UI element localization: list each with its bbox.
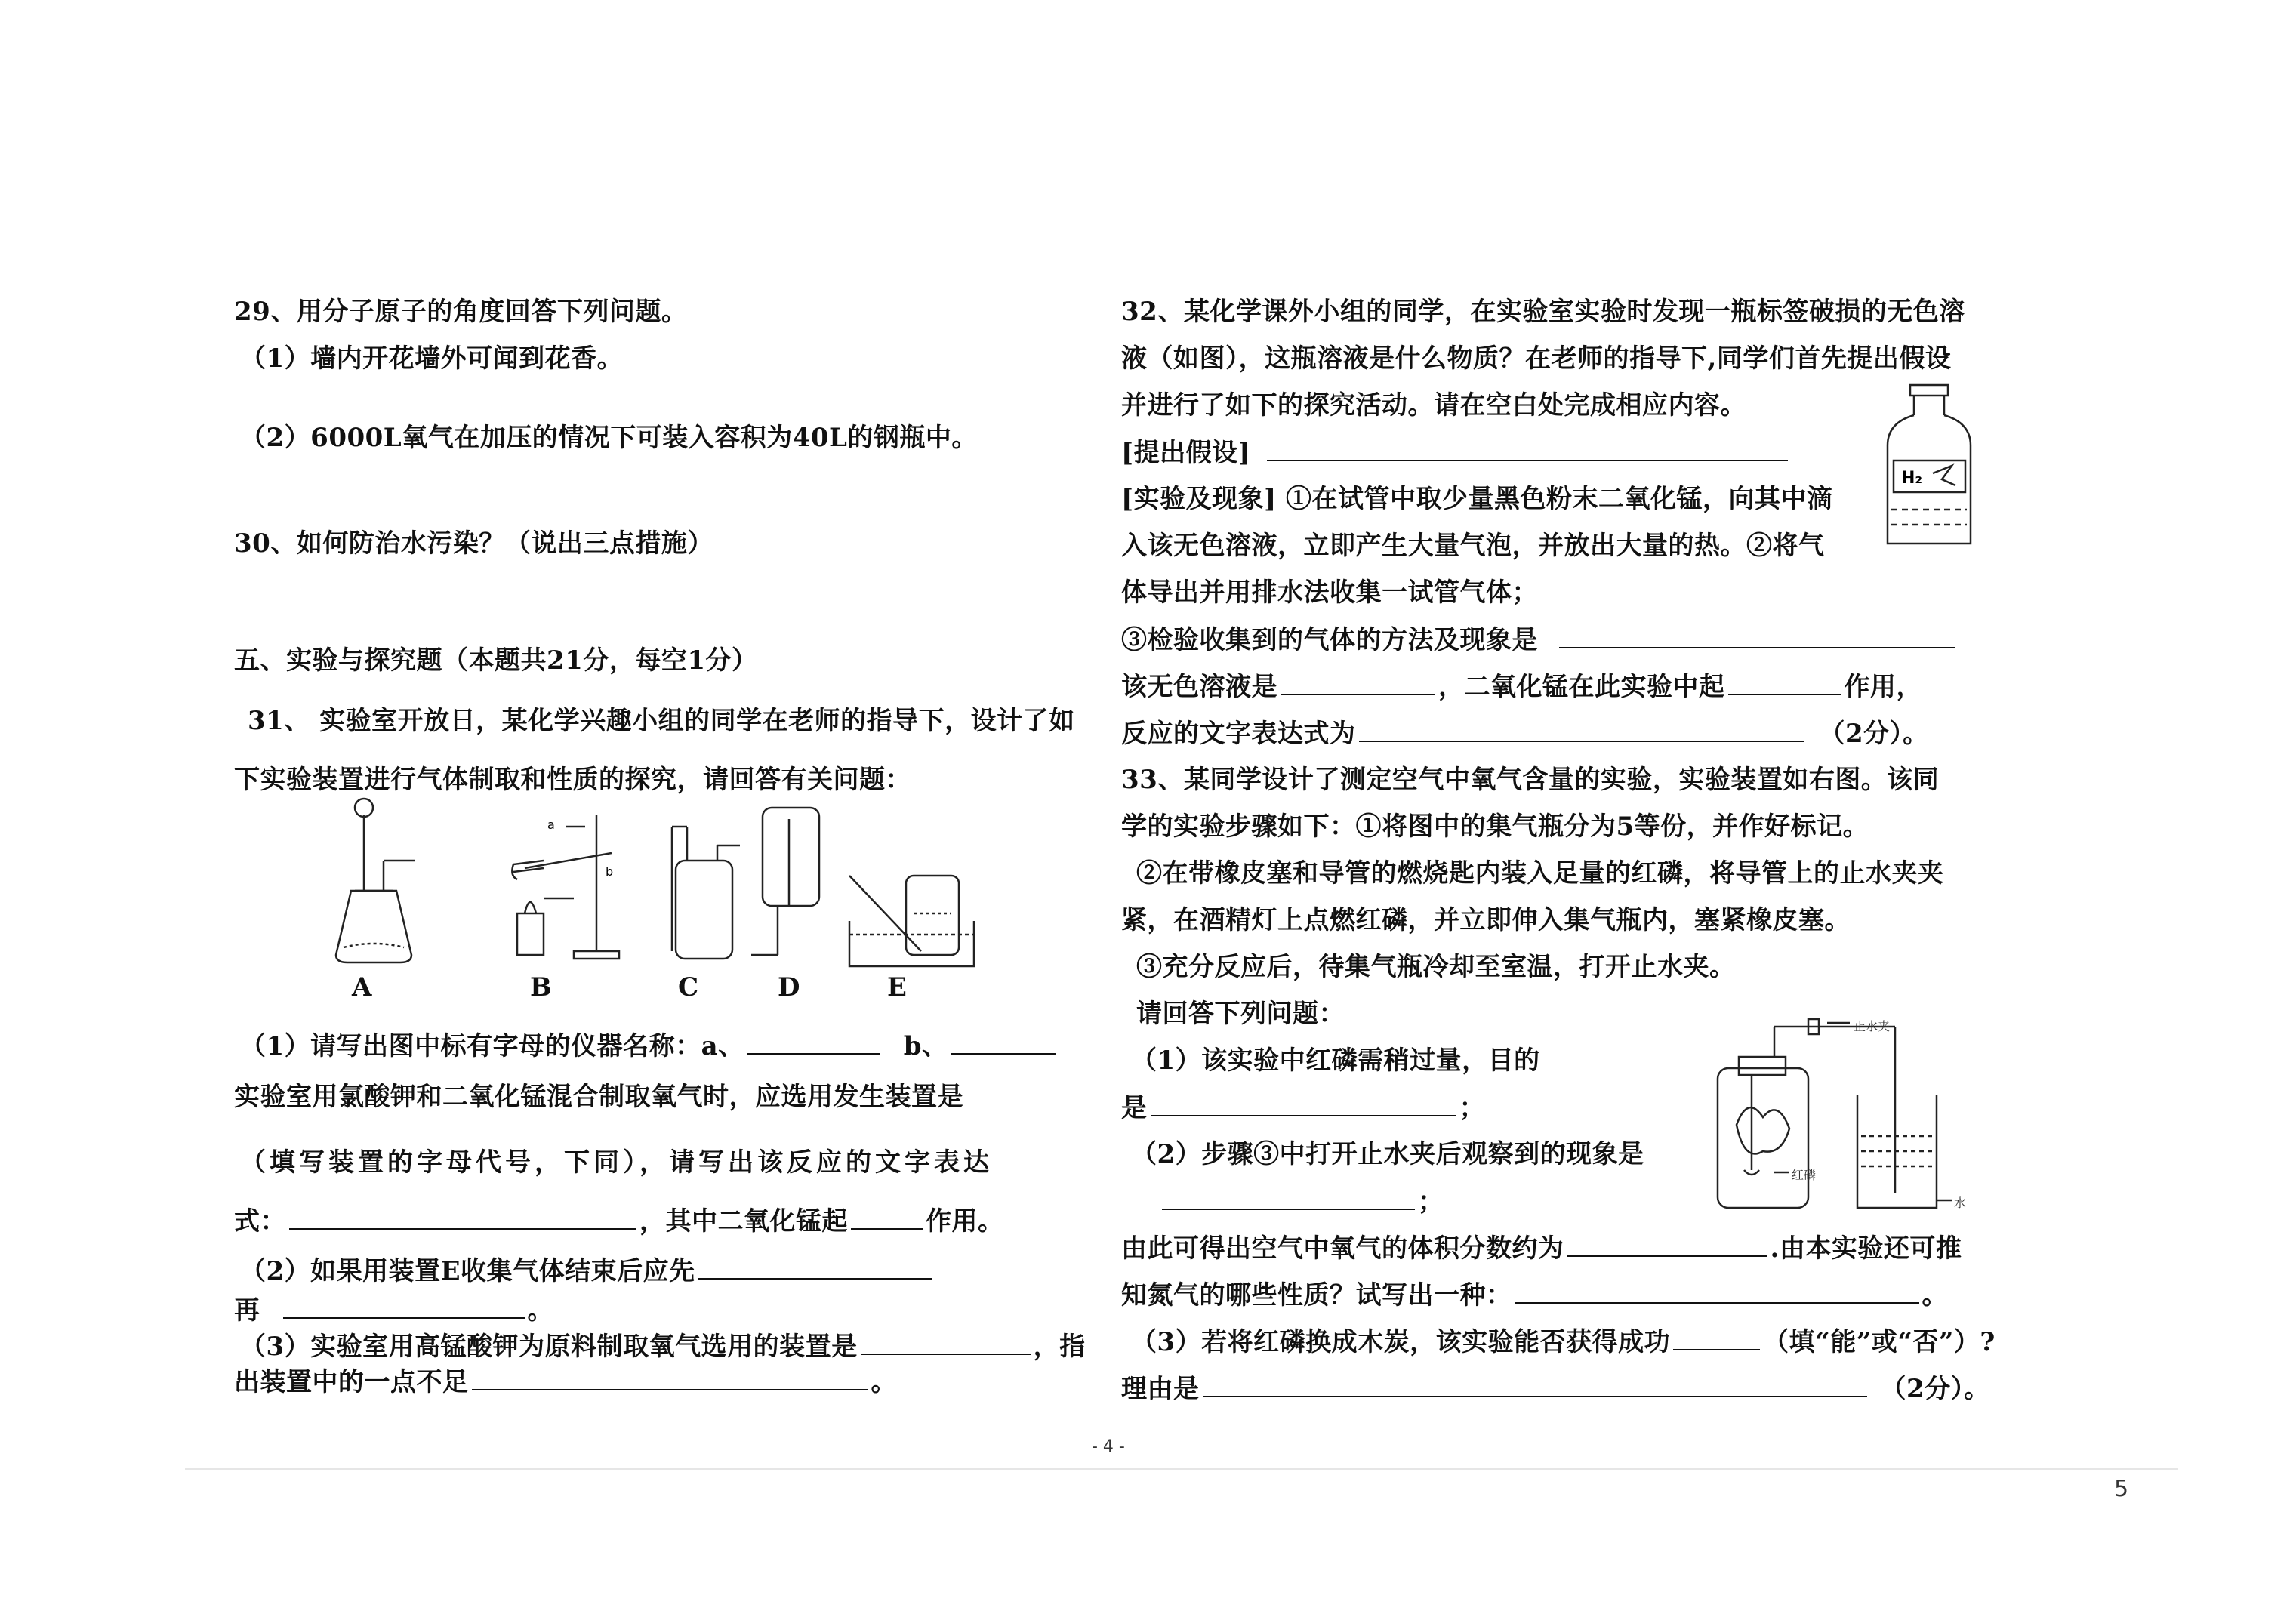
bottle-label-text: H₂ <box>1901 469 1923 488</box>
q32-points: （2分）。 <box>1819 719 1929 749</box>
q29-2: （2）6000L氧气在加压的情况下可装入容积为40L的钢瓶中。 <box>240 423 978 453</box>
answer-blank-phenomenon[interactable] <box>1162 1186 1415 1210</box>
q32-3: 并进行了如下的探究活动。请在空白处完成相应内容。 <box>1121 390 1746 420</box>
q31-1-prompt: （1）请写出图中标有字母的仪器名称：a、 <box>240 1031 744 1061</box>
q33-1: 33、某同学设计了测定空气中氧气含量的实验，实验装置如右图。该同 <box>1121 765 1940 795</box>
answer-blank-test-method[interactable] <box>1559 624 1955 648</box>
answer-blank-shortcoming[interactable] <box>472 1366 868 1390</box>
answer-blank-first[interactable] <box>698 1255 932 1280</box>
q33-2: 学的实验步骤如下：①将图中的集气瓶分为5等份，并作好标记。 <box>1121 812 1869 842</box>
q31-3-line <box>240 1331 1086 1363</box>
q33-3-a-line <box>1131 1326 1996 1358</box>
q31-3-prompt: （3）实验室用高锰酸钾为原料制取氧气选用的装置是 <box>240 1332 858 1362</box>
q33-6: 请回答下列问题： <box>1136 999 1345 1029</box>
answer-blank-purpose[interactable] <box>1151 1092 1456 1116</box>
q32-result-1-line <box>1121 671 1922 703</box>
answer-blank-role[interactable] <box>851 1206 923 1230</box>
q31-2-line <box>240 1255 935 1287</box>
q33-4: 紧，在酒精灯上点燃红磷，并立即伸入集气瓶内，塞紧橡皮塞。 <box>1121 905 1851 935</box>
oxygen-apparatus-figure <box>1703 1012 1952 1215</box>
apparatus-figure <box>317 800 997 974</box>
q31-intro-2: 下实验装置进行气体制取和性质的探究，请回答有关问题： <box>234 765 911 795</box>
q32-1: 32、某化学课外小组的同学，在实验室实验时发现一瓶标签破损的无色溶 <box>1121 297 1965 327</box>
apparatus-label-c: C <box>678 972 699 1002</box>
q31-1-eq-prefix: 式： <box>234 1206 286 1236</box>
reagent-bottle-figure <box>1880 381 1993 555</box>
q33-2-d-line <box>1121 1280 1948 1311</box>
q31-2-prompt: （2）如果用装置E收集气体结束后应先 <box>240 1256 695 1286</box>
q33-3-points: （2分）。 <box>1880 1374 1990 1404</box>
q32-exp-1: [实验及现象] ①在试管中取少量黑色粉末二氧化锰，向其中滴 <box>1121 484 1833 514</box>
answer-blank-reaction[interactable] <box>1359 718 1804 742</box>
answer-blank-reason[interactable] <box>1203 1373 1867 1397</box>
q33-2-period: 。 <box>1922 1280 1948 1310</box>
answer-blank-nitrogen[interactable] <box>1515 1280 1919 1304</box>
section-five-heading: 五、实验与探究题（本题共21分，每空1分） <box>234 645 758 676</box>
q33-1-semicolon: ； <box>1459 1093 1485 1123</box>
q32-exp-4-line <box>1121 624 1959 656</box>
fig-label-water: 水 <box>1954 1196 1967 1210</box>
q32-solution-label: 该无色溶液是 <box>1121 672 1277 702</box>
q31-1-hint: （填写装置的字母代号，下同），请写出该反应的文字表达 <box>240 1147 993 1178</box>
q33-2-nitrogen: 知氮气的哪些性质？试写出一种： <box>1121 1280 1512 1310</box>
q32-exp-2: 入该无色溶液，立即产生大量气泡，并放出大量的热。②将气 <box>1121 531 1825 561</box>
q32-mno2-label: ，二氧化锰在此实验中起 <box>1438 672 1725 702</box>
q33-1-b: 是 <box>1121 1093 1148 1123</box>
q31-3-point: ，指 <box>1033 1332 1086 1362</box>
q32-role-suffix: 作用， <box>1844 672 1922 702</box>
q32-exp-4: ③检验收集到的气体的方法及现象是 <box>1121 625 1538 655</box>
answer-blank-yes-no[interactable] <box>1673 1326 1760 1350</box>
q31-3-shortcoming-line <box>234 1366 897 1398</box>
answer-blank-a[interactable] <box>747 1030 880 1055</box>
q33-3-charcoal: （3）若将红磷换成木炭，该实验能否获得成功 <box>1131 1327 1671 1357</box>
answer-blank-hypothesis[interactable] <box>1267 437 1788 461</box>
q32-equation-label: 反应的文字表达式为 <box>1121 719 1356 749</box>
answer-blank-device[interactable] <box>861 1331 1031 1355</box>
q32-hypothesis-label: [提出假设] <box>1121 438 1251 468</box>
apparatus-label-e: E <box>887 972 907 1002</box>
apparatus-label-d: D <box>778 972 800 1002</box>
q30: 30、如何防治水污染？（说出三点措施） <box>234 528 713 559</box>
apparatus-mark-a: a <box>547 818 555 832</box>
q31-2-then-line <box>234 1295 553 1326</box>
fig-label-clamp: 止水夹 <box>1854 1019 1891 1033</box>
q33-1-b-line <box>1121 1092 1485 1124</box>
answer-blank-mno2-role[interactable] <box>1728 671 1841 695</box>
q33-2-infer: .由本实验还可推 <box>1770 1233 1962 1264</box>
q33-3-reason: 理由是 <box>1121 1374 1200 1404</box>
q33-3-hint: （填“能”或“否”）? <box>1763 1327 1996 1357</box>
answer-blank-b[interactable] <box>951 1030 1056 1055</box>
fig-label-phosphorus: 红磷 <box>1792 1168 1817 1182</box>
answer-blank-fraction[interactable] <box>1567 1233 1767 1257</box>
q32-exp-3: 体导出并用排水法收集一试管气体； <box>1121 577 1538 608</box>
answer-blank-solution[interactable] <box>1281 671 1435 695</box>
q32-result-2-line <box>1121 718 1929 750</box>
apparatus-label-a: A <box>352 972 372 1002</box>
q31-1-equation-line <box>234 1206 1004 1237</box>
q31-1-b-prompt: b、 <box>903 1031 948 1061</box>
q32-hypothesis-line <box>1121 437 1791 469</box>
q31-1-line <box>240 1030 1059 1062</box>
apparatus-label-b: B <box>530 972 552 1002</box>
footer-divider <box>185 1468 2178 1470</box>
page-number-center: - 4 - <box>1092 1437 1125 1456</box>
q33-3: ②在带橡皮塞和导管的燃烧匙内装入足量的红磷，将导管上的止水夹夹 <box>1136 858 1944 888</box>
q31-1-kclo3-text2: 发生装置是 <box>833 1082 963 1112</box>
q33-2-b-line <box>1159 1186 1444 1218</box>
q33-2-a: （2）步骤③中打开止水夹后观察到的现象是 <box>1131 1139 1644 1169</box>
q33-2-semicolon: ； <box>1418 1187 1444 1217</box>
q32-2: 液（如图），这瓶溶液是什么物质？在老师的指导下,同学们首先提出假设 <box>1121 343 1952 374</box>
answer-blank-then[interactable] <box>283 1295 525 1319</box>
q31-intro-1: 31、 实验室开放日，某化学兴趣小组的同学在老师的指导下，设计了如 <box>248 706 1075 736</box>
answer-blank-equation[interactable] <box>289 1206 636 1230</box>
q31-1-kclo3-text: 实验室用氯酸钾和二氧化锰混合制取氧气时，应选用 <box>234 1082 834 1112</box>
q31-2-then: 再 <box>234 1295 260 1326</box>
q31-1-role-suffix: 作用。 <box>926 1206 1004 1236</box>
q31-3-shortcoming: 出装置中的一点不足 <box>234 1367 469 1397</box>
q31-2-period: 。 <box>527 1295 553 1326</box>
q29-1: （1）墙内开花墙外可闻到花香。 <box>240 343 624 374</box>
page-number-corner: 5 <box>2114 1476 2129 1502</box>
q33-1-a: （1）该实验中红磷需稍过量，目的 <box>1131 1046 1540 1076</box>
apparatus-mark-b: b <box>606 864 614 879</box>
q33-3-b-line <box>1121 1373 1990 1405</box>
q33-2-fraction: 由此可得出空气中氧气的体积分数约为 <box>1121 1233 1564 1264</box>
q31-3-period: 。 <box>871 1367 897 1397</box>
q33-2-c-line <box>1121 1233 1962 1264</box>
q31-1-mno2: ，其中二氧化锰起 <box>639 1206 848 1236</box>
q29-title: 29、用分子原子的角度回答下列问题。 <box>234 297 688 327</box>
q33-5: ③充分反应后，待集气瓶冷却至室温，打开止水夹。 <box>1136 952 1736 982</box>
q31-1-kclo3 <box>234 1082 963 1113</box>
